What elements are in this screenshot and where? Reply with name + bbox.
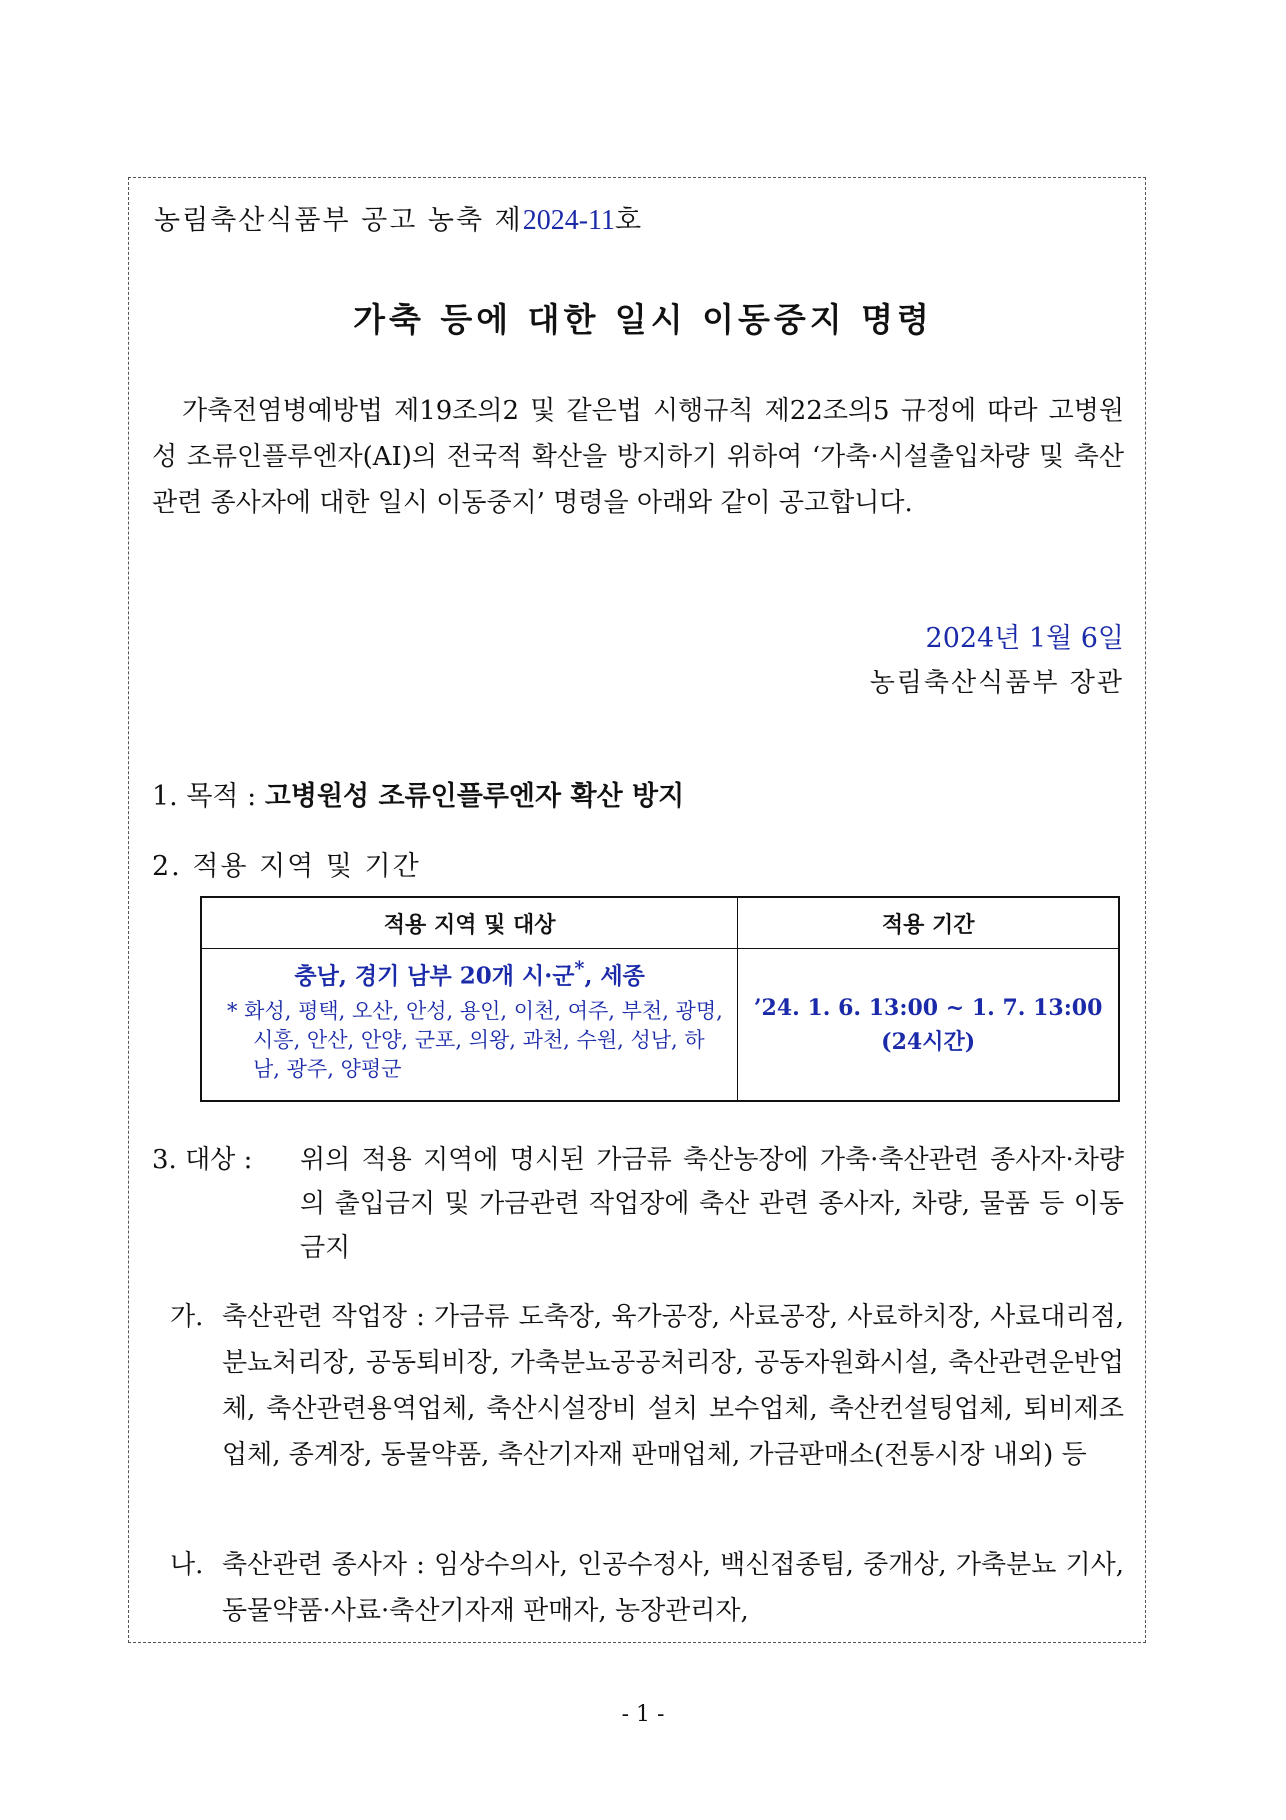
section-purpose-label: 1. 목적 : (152, 781, 265, 812)
subsection-workplaces-label: 가. (170, 1302, 204, 1332)
subsection-workers (170, 1542, 1124, 1634)
notice-number-value: 2024-11 (522, 205, 616, 236)
period-cell (738, 949, 1119, 1102)
region-heading-tail: , 세종 (584, 962, 645, 990)
section-target (152, 1138, 1124, 1270)
table-header-row (201, 897, 1119, 949)
header-period: 적용 기간 (738, 897, 1119, 949)
header-region: 적용 지역 및 대상 (201, 897, 738, 949)
section-target-text: 위의 적용 지역에 명시된 가금류 축산농장에 가축·축산관련 종사자·차량의 출입금지 및 가금관련 작업장에 축산 관련 종사자, 차량, 물품 등 이동 금지 (300, 1145, 1124, 1263)
region-heading-text: 충남, 경기 남부 20개 시·군 (294, 962, 575, 990)
subsection-workplaces-text: 축산관련 작업장 : 가금류 도축장, 육가공장, 사료공장, 사료하치장, 사료대리점, 분뇨처리장, 공동퇴비장, 가축분뇨공공처리장, 공동자원화시설, 축산관련운반업체, 축산관련용역업체, 축산시설장비 설치 보수업체, 축산컨설팅업체, 퇴비제조업체, 종계장, 동물약품, 축산기자재 판매업체, 가금판매소(전통시장 내외) 등 (222, 1302, 1124, 1470)
region-cell (201, 949, 738, 1102)
subsection-workers-text: 축산관련 종사자 : 임상수의사, 인공수정사, 백신접종팀, 중개상, 가축분뇨 기사, 동물약품·사료·축산기자재 판매자, 농장관리자, (222, 1550, 1124, 1626)
period-duration: (24시간) (881, 1028, 976, 1055)
notice-number-suffix: 호 (615, 205, 644, 236)
section-purpose-text: 고병원성 조류인플루엔자 확산 방지 (264, 781, 685, 812)
table-row (201, 949, 1119, 1102)
intro-paragraph (152, 388, 1124, 526)
region-city-list: * 화성, 평택, 오산, 안성, 용인, 이천, 여주, 부천, 광명, 시흥, 안산, 안양, 군포, 의왕, 과천, 수원, 성남, 하남, 광주, 양평군 (227, 998, 723, 1081)
region-heading (203, 957, 736, 991)
announcement-date: 2024년 1월 6일 (925, 623, 1124, 654)
section-target-label: 3. 대상 : (152, 1145, 253, 1175)
section-purpose (152, 774, 684, 813)
page-number: - 1 - (621, 1702, 665, 1727)
notice-number-prefix: 농림축산식품부 공고 농축 제 (154, 205, 523, 236)
issuing-authority: 농림축산식품부 장관 (869, 668, 1124, 698)
period-range: ’24. 1. 6. 13:00 ~ 1. 7. 13:00 (753, 994, 1103, 1021)
subsection-workers-label: 나. (170, 1550, 204, 1580)
section-region-period-heading: 2. 적용 지역 및 기간 (152, 851, 421, 882)
region-period-table (200, 896, 1120, 1102)
document-title: 가축 등에 대한 일시 이동중지 명령 (353, 300, 933, 339)
notice-number (154, 198, 643, 237)
intro-text: 가축전염병예방법 제19조의2 및 같은법 시행규칙 제22조의5 규정에 따라 고병원성 조류인플루엔자(AI)의 전국적 확산을 방지하기 위하여 ‘가축·시설출입차량 및 축산관련 종사자에 대한 일시 이동중지’ 명령을 아래와 같이 공고합니다. (152, 396, 1124, 518)
subsection-workplaces (170, 1294, 1124, 1478)
region-footnote-mark: * (574, 957, 585, 980)
